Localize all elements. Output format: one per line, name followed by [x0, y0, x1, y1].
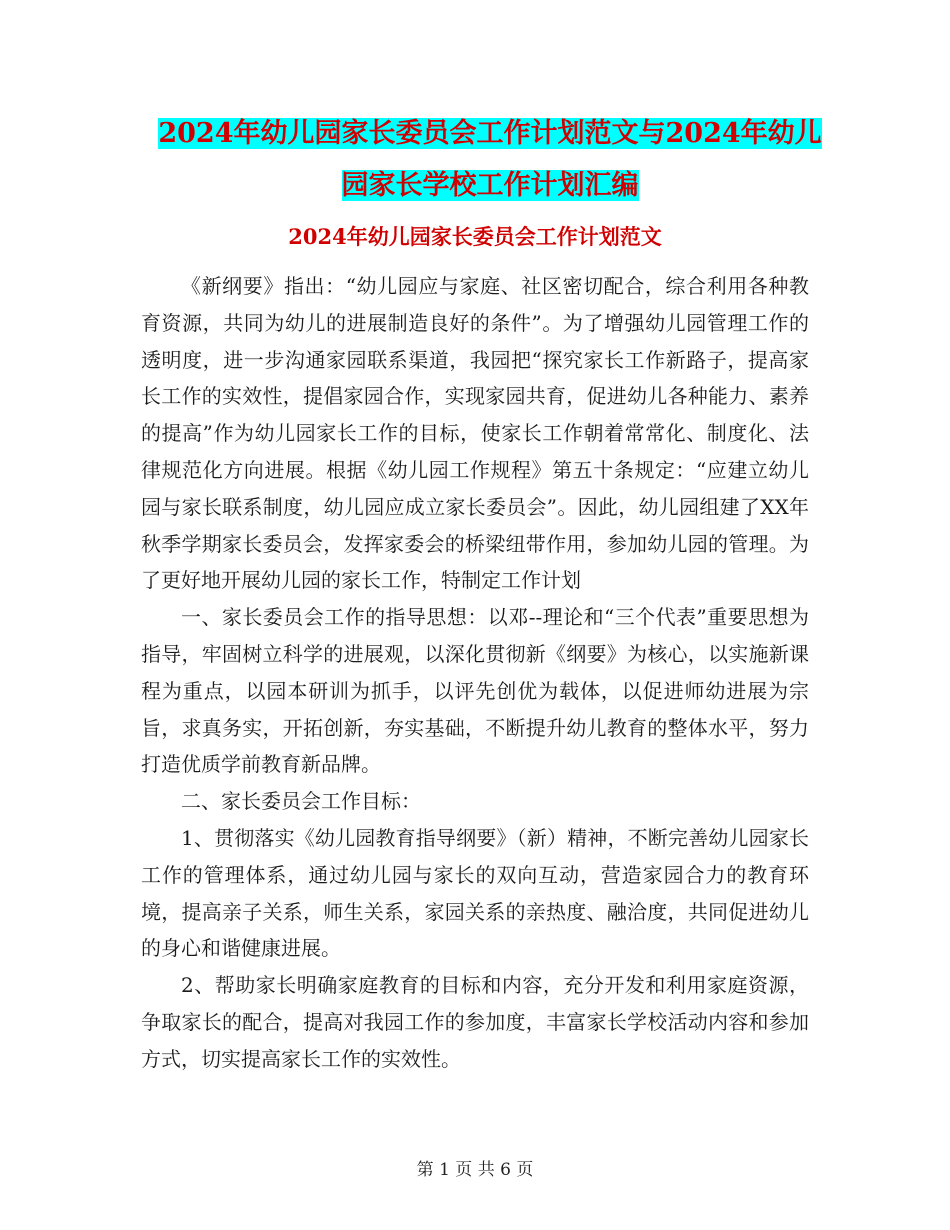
page-footer: 第 1 页 共 6 页: [416, 1160, 534, 1180]
document-title: [140, 108, 840, 212]
paragraph-goal-1: 1、贯彻落实《幼儿园教育指导纲要》（新）精神，不断完善幼儿园家长工作的管理体系，通过幼儿园与家长的双向互动，营造家园合力的教育环境，提高亲子关系，师生关系，家园关系的亲热度、融洽度，共同促进幼儿的身心和谐健康进展。: [141, 825, 809, 961]
paragraph-goal-2: 2、帮助家长明确家庭教育的目标和内容，充分开发和利用家庭资源，争取家长的配合，提高对我园工作的参加度，丰富家长学校活动内容和参加方式，切实提高家长工作的实效性。: [141, 973, 809, 1071]
paragraph-intro: 《新纲要》指出：“幼儿园应与家庭、社区密切配合，综合利用各种教育资源，共同为幼儿的进展制造良好的条件”。为了增强幼儿园管理工作的透明度，进一步沟通家园联系渠道，我园把“探究家长工作新路子，提高家长工作的实效性，提倡家园合作，实现家园共育，促进幼儿各种能力、素养的提高”作为幼儿园家长工作的目标，使家长工作朝着常常化、制度化、法律规范化方向进展。根据《幼儿园工作规程》第五十条规定：“应建立幼儿园与家长联系制度，幼儿园应成立家长委员会”。因此，幼儿园组建了XX年秋季学期家长委员会，发挥家委会的桥梁纽带作用，参加幼儿园的管理。为了更好地开展幼儿园的家长工作，特制定工作计划: [141, 274, 809, 593]
title-line-2: 园家长学校工作计划汇编: [341, 170, 639, 201]
paragraph-guiding-ideology: 一、家长委员会工作的指导思想：以邓--理论和“三个代表”重要思想为指导，牢固树立科学的进展观，以深化贯彻新《纲要》为核心，以实施新课程为重点，以园本研训为抓手，以评先创优为载体，以促进师幼进展为宗旨，求真务实，开拓创新，夯实基础，不断提升幼儿教育的整体水平，努力打造优质学前教育新品牌。: [141, 605, 809, 777]
paragraph-goals-heading: 二、家长委员会工作目标：: [181, 789, 421, 814]
section-title: 2024年幼儿园家长委员会工作计划范文: [288, 224, 662, 249]
title-line-1: 2024年幼儿园家长委员会工作计划范文与2024年幼儿: [158, 118, 822, 149]
document-body: [141, 268, 809, 1078]
